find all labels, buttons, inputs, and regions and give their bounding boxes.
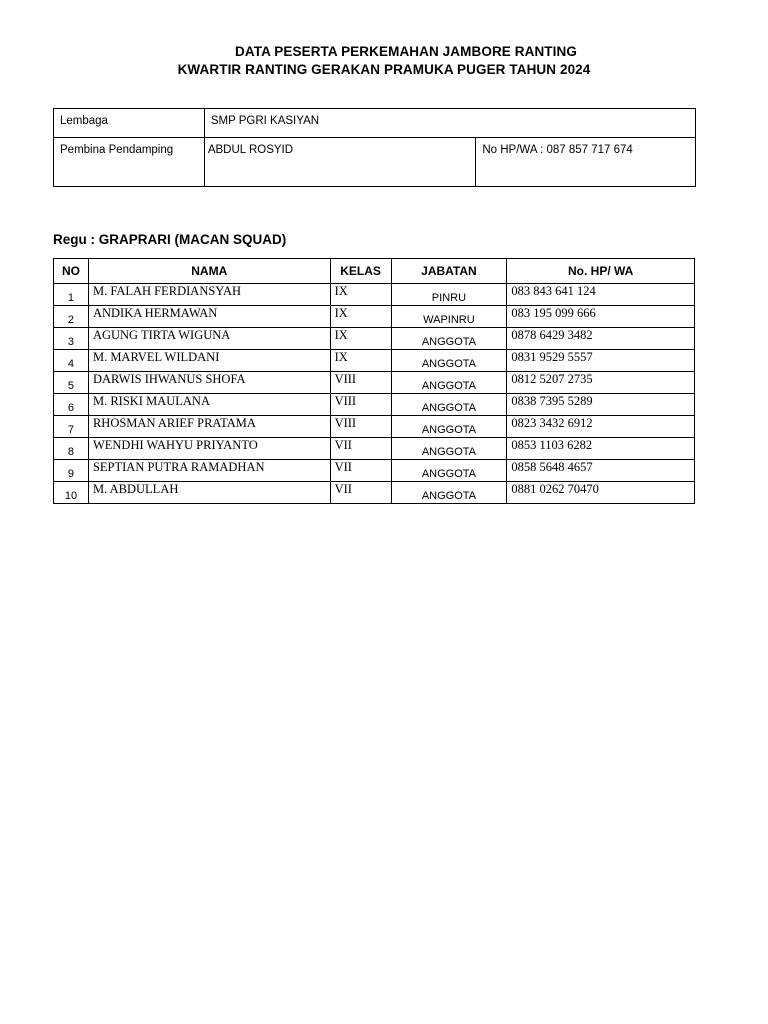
row-nama: RHOSMAN ARIEF PRATAMA [88,416,330,438]
row-jabatan: PINRU [391,284,507,306]
row-hp: 0881 0262 70470 [507,482,695,504]
pembina-label: Pembina Pendamping [54,138,205,187]
row-kelas: IX [330,350,391,372]
row-hp: 083 195 099 666 [507,306,695,328]
table-row [54,306,695,328]
row-nama: M. MARVEL WILDANI [88,350,330,372]
lembaga-value: SMP PGRI KASIYAN [204,109,695,138]
header-hp: No. HP/ WA [507,259,695,284]
row-kelas: VIII [330,372,391,394]
row-kelas: IX [330,328,391,350]
table-row [54,460,695,482]
row-nama: SEPTIAN PUTRA RAMADHAN [88,460,330,482]
row-hp: 0812 5207 2735 [507,372,695,394]
table-row [54,350,695,372]
row-hp: 083 843 641 124 [507,284,695,306]
row-nama: WENDHI WAHYU PRIYANTO [88,438,330,460]
row-hp: 0831 9529 5557 [507,350,695,372]
row-kelas: VIII [330,416,391,438]
row-no: 1 [54,284,89,306]
row-nama: AGUNG TIRTA WIGUNA [88,328,330,350]
row-jabatan: ANGGOTA [391,460,507,482]
row-hp: 0853 1103 6282 [507,438,695,460]
members-table [53,258,695,504]
row-nama: M. FALAH FERDIANSYAH [88,284,330,306]
row-hp: 0858 5648 4657 [507,460,695,482]
row-no: 2 [54,306,89,328]
table-row [54,416,695,438]
row-kelas: IX [330,284,391,306]
header-nama: NAMA [88,259,330,284]
table-row [54,372,695,394]
row-nama: M. ABDULLAH [88,482,330,504]
lembaga-label: Lembaga [54,109,205,138]
row-jabatan: WAPINRU [391,306,507,328]
pembina-value: ABDUL ROSYID [204,138,476,187]
document-title-line2: KWARTIR RANTING GERAKAN PRAMUKA PUGER TAHUN 2024 [177,62,591,77]
table-row [54,284,695,306]
row-kelas: IX [330,306,391,328]
header-kelas: KELAS [330,259,391,284]
row-no: 3 [54,328,89,350]
row-no: 6 [54,394,89,416]
row-kelas: VIII [330,394,391,416]
row-jabatan: ANGGOTA [391,438,507,460]
header-jabatan: JABATAN [391,259,507,284]
row-jabatan: ANGGOTA [391,350,507,372]
row-no: 8 [54,438,89,460]
row-hp: 0878 6429 3482 [507,328,695,350]
row-no: 4 [54,350,89,372]
row-kelas: VII [330,460,391,482]
row-no: 10 [54,482,89,504]
row-kelas: VII [330,438,391,460]
row-jabatan: ANGGOTA [391,328,507,350]
row-jabatan: ANGGOTA [391,416,507,438]
document-title-line1: DATA PESERTA PERKEMAHAN JAMBORE RANTING [235,44,577,59]
regu-label: Regu : GRAPRARI (MACAN SQUAD) [53,232,287,247]
row-jabatan: ANGGOTA [391,372,507,394]
row-hp: 0838 7395 5289 [507,394,695,416]
row-kelas: VII [330,482,391,504]
table-header-row [54,259,695,284]
row-hp: 0823 3432 6912 [507,416,695,438]
row-no: 7 [54,416,89,438]
header-no: NO [54,259,89,284]
row-no: 9 [54,460,89,482]
pembina-hp: No HP/WA : 087 857 717 674 [476,138,696,187]
table-row [54,438,695,460]
row-jabatan: ANGGOTA [391,394,507,416]
row-nama: M. RISKI MAULANA [88,394,330,416]
row-nama: ANDIKA HERMAWAN [88,306,330,328]
table-row [54,482,695,504]
table-row [54,328,695,350]
info-table [53,108,696,187]
table-row [54,394,695,416]
row-no: 5 [54,372,89,394]
row-jabatan: ANGGOTA [391,482,507,504]
row-nama: DARWIS IHWANUS SHOFA [88,372,330,394]
